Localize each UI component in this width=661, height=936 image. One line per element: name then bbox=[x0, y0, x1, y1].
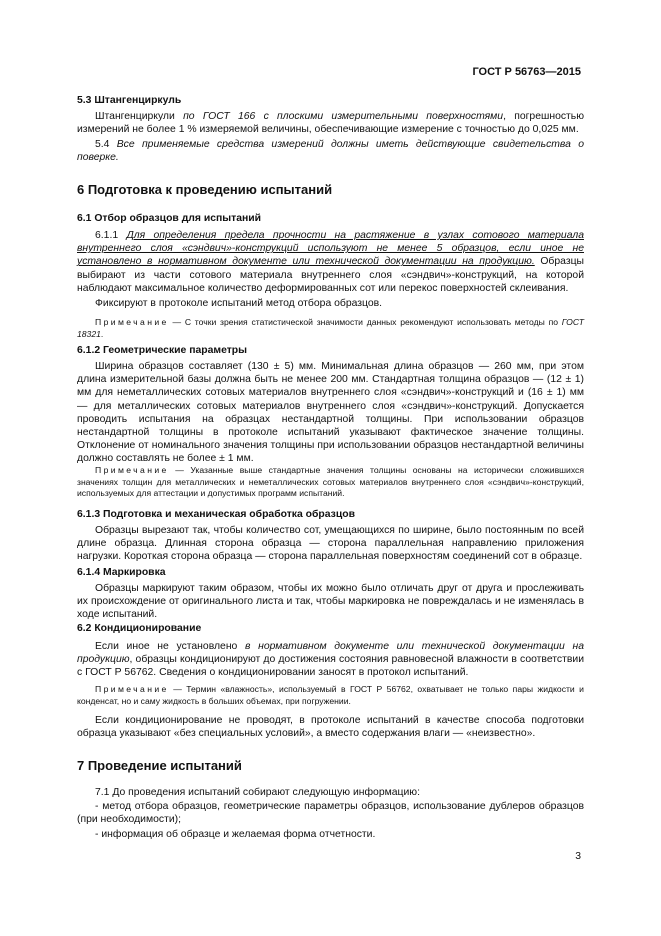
s53-text-b: по ГОСТ 166 с плоскими измерительными поверхностями bbox=[183, 111, 504, 122]
section-6-1-heading: 6.1 Отбор образцов для испытаний bbox=[77, 213, 262, 224]
section-6-1-2-heading: 6.1.2 Геометрические параметры bbox=[77, 345, 248, 356]
s54-text: Все применяемые средства измерений должны иметь действующие свидетельства о поверке. bbox=[77, 139, 584, 164]
s62-note-text: — Термин «влажность», используемый в ГОСТ Р 56762, охватывает не только пары жидкости и конденсат, но и саму жидкость в больших объемах, при погружении. bbox=[77, 684, 584, 706]
s612-note-label: Примечание bbox=[95, 465, 169, 475]
section-7-list-item-2 bbox=[77, 828, 584, 841]
section-6-1-4-text bbox=[77, 582, 584, 622]
s61-note-c: . bbox=[100, 328, 104, 339]
s54-num: 5.4 bbox=[95, 139, 117, 150]
s61-note-a: — С точки зрения статистической значимости данных рекомендуют использовать методы по bbox=[168, 317, 562, 327]
s614-text: Образцы маркируют таким образом, чтобы их можно было отличать друг от друга и прослеживать их происхождение от оригинального листа и так, чтобы маркировка не повреждалась и не изменялась в ходе испытаний. bbox=[77, 583, 584, 621]
s71-text: 7.1 До проведения испытаний собирают следующую информацию: bbox=[95, 787, 420, 798]
section-6-1-3-heading: 6.1.3 Подготовка и механическая обработка образцов bbox=[77, 509, 355, 520]
s62-text-c: , образцы кондиционируют до достижения состояния равновесной влажности в соответствии с ГОСТ Р 56762. Сведения о кондиционировании заносят в протокол испытаний. bbox=[77, 654, 584, 679]
section-6-1-3-text bbox=[77, 524, 584, 564]
section-6-1-1 bbox=[77, 229, 584, 295]
s62-p2: Если кондиционирование не проводят, в протоколе испытаний в качестве способа подготовки образца указывают «без специальных условий», а вместо содержания влаги — «неизвестно». bbox=[77, 715, 584, 740]
s53-text-c: , погрешностью измерений не более 1 % измеряемой величины, обеспечивающие измерение с точностью до 0,025 мм. bbox=[77, 111, 585, 136]
section-6-heading: 6 Подготовка к проведению испытаний bbox=[77, 182, 333, 197]
section-7-1 bbox=[77, 786, 584, 799]
section-7-list-item-1 bbox=[77, 800, 584, 826]
section-6-1-4-heading: 6.1.4 Маркировка bbox=[77, 567, 166, 578]
s611-num: 6.1.1 bbox=[95, 230, 127, 241]
section-5-3-text bbox=[77, 110, 584, 136]
s7-list-item-2: - информация об образце и желаемая форма отчетности. bbox=[95, 829, 376, 840]
s62-text-b: в нормативном документе или технической документации на продукцию bbox=[77, 641, 584, 666]
section-6-1-2-text bbox=[77, 360, 584, 466]
s611-text-a: Для определения предела прочности на растяжение в узлах сотового материала внутреннего слоя «сэндвич»-конструкций используют не менее 5 образцов, если иное не установлено в нормативном документе или технической документации на продукцию. bbox=[77, 230, 584, 268]
s62-note-label: Примечание bbox=[95, 684, 169, 694]
s53-text-a: Штангенциркули bbox=[95, 111, 184, 122]
section-6-2-text-2 bbox=[77, 714, 584, 740]
section-7-heading: 7 Проведение испытаний bbox=[77, 758, 242, 773]
section-6-2-heading: 6.2 Кондиционирование bbox=[77, 623, 202, 634]
section-6-2-note bbox=[77, 684, 584, 707]
section-5-4 bbox=[77, 138, 584, 164]
section-6-1-note bbox=[77, 317, 584, 340]
s612-note-text: — Указанные выше стандартные значения толщины основаны на исторически сложившихся значениях толщин для металлических и неметаллических сотовых материалов внутреннего слоя «сэндвич»-конструкций, используемых для аттестации и допустимых программ испытаний. bbox=[77, 465, 584, 499]
standard-designation: ГОСТ Р 56763—2015 bbox=[472, 66, 581, 78]
section-5-3-heading: 5.3 Штангенциркуль bbox=[77, 95, 182, 106]
s613-text: Образцы вырезают так, чтобы количество сот, умещающихся по ширине, было постоянным по всей длине образца. Длинная сторона образца — сторона параллельная направлению приложения нагрузки. Короткая сторона образца — сторона параллельная поверхностям соединений сот в образце. bbox=[77, 525, 584, 563]
s612-text: Ширина образцов составляет (130 ± 5) мм. Минимальная длина образцов — 260 мм, при этом длина измерительной базы должна быть не менее 200 мм. Стандартная толщина образцов — (12 ± 1) мм для неметаллических сотовых материалов внутреннего слоя «сэндвич»-конструкций и (16 ± 1) мм — для металлических сотовых материалов внутреннего слоя «сэндвич»-конструкций. Допускается проводить испытания на образцах нестандартной толщины. При использовании образцов нестандартной толщины в протоколе испытаний указывают фактическое значение толщины. Отклонение от номинального значения толщины при использовании образцов нестандартной величины должно составлять не более ± 1 мм. bbox=[77, 361, 584, 465]
s7-list-item-1: - метод отбора образцов, геометрические параметры образцов, использование дублеров образцов (при необходимости); bbox=[77, 801, 584, 826]
s61-note-label: Примечание bbox=[95, 317, 169, 327]
s61-note-b: ГОСТ 18321 bbox=[77, 317, 584, 339]
page-number: 3 bbox=[575, 851, 581, 862]
section-6-1-fix bbox=[77, 297, 584, 310]
section-6-1-2-note bbox=[77, 465, 584, 500]
s611-text-b: Образцы выбирают из части сотового материала внутреннего слоя «сэндвич»-конструкций, на которой наблюдают максимальное количество деформированных сот или перекос поверхностей склеивания. bbox=[77, 256, 585, 294]
s61-fix-text: Фиксируют в протоколе испытаний метод отбора образцов. bbox=[95, 298, 383, 309]
s62-text-a: Если иное не установлено bbox=[95, 641, 246, 652]
section-6-2-text bbox=[77, 640, 584, 680]
